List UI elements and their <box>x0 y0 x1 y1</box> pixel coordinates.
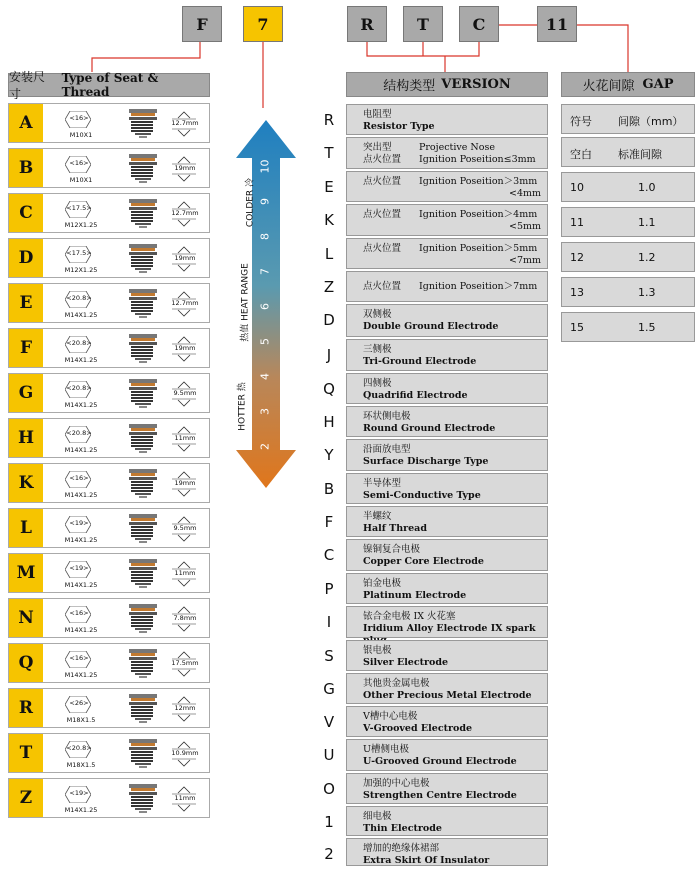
version-detail: Ignition Poseition＞3mm <box>419 176 538 187</box>
seat-row <box>8 463 210 503</box>
version-en: Surface Discharge Type <box>363 456 489 467</box>
thread-size: M14X1.25 <box>64 671 98 679</box>
version-row <box>346 773 548 804</box>
version-cn: 四侧极 <box>363 378 392 389</box>
version-cn2: 点火位置 <box>363 154 402 165</box>
seat-header-cn: 安装尺寸 <box>9 70 46 101</box>
reach-length: 9.5mm <box>173 524 197 532</box>
hex-size: 26 <box>74 699 84 707</box>
version-cn: 点火位置 <box>363 209 402 220</box>
version-row <box>346 739 548 771</box>
hex-size-label: <20.8> <box>66 384 92 392</box>
version-cn: 半螺纹 <box>363 511 392 522</box>
version-detail-2: <4mm <box>509 188 542 199</box>
spark-plug-icon <box>125 379 161 409</box>
version-row <box>346 706 548 737</box>
version-code: J <box>326 346 332 364</box>
thread-size: M14X1.25 <box>64 311 98 319</box>
spark-plug-icon <box>125 334 161 364</box>
seat-header <box>8 70 210 101</box>
version-code: F <box>324 513 334 531</box>
heat-number: 6 <box>258 303 272 310</box>
version-row <box>346 539 548 571</box>
version-detail: Ignition Poseition＞4mm <box>419 209 538 220</box>
version-code: H <box>323 413 335 431</box>
version-code: 2 <box>324 845 334 863</box>
seat-row <box>8 238 210 278</box>
reach-length: 12.7mm <box>171 119 199 127</box>
version-cn: 半导体型 <box>363 478 402 489</box>
reach-length: 12.7mm <box>171 299 199 307</box>
thread-size: M14X1.25 <box>64 356 98 364</box>
version-row <box>346 806 548 836</box>
version-code: V <box>323 713 335 731</box>
version-row <box>346 204 548 236</box>
code-box-7: 7 <box>243 6 283 42</box>
version-cn: 加强的中心电极 <box>363 778 430 789</box>
hex-size-label: <17.5> <box>66 204 92 212</box>
heat-number: 8 <box>258 233 272 240</box>
spark-plug-icon <box>125 514 161 544</box>
hex-size-label: <20.8> <box>66 294 92 302</box>
code-box-f: F <box>182 6 222 42</box>
reach-length: 11mm <box>174 569 196 577</box>
gap-value: 1.5 <box>638 321 656 334</box>
version-row <box>346 506 548 537</box>
version-cn: 铂金电极 <box>363 578 402 589</box>
seat-letter: Z <box>9 779 43 817</box>
version-cn: 增加的绝缘体裙部 <box>363 843 440 854</box>
thread-size: M10X1 <box>69 176 93 184</box>
hex-size: 16 <box>74 114 84 122</box>
seat-row <box>8 778 210 818</box>
reach-length: 19mm <box>174 164 196 172</box>
spark-plug-icon <box>125 289 161 319</box>
heat-hotter-label: HOTTER 热 <box>237 382 248 431</box>
version-code: O <box>323 780 335 798</box>
version-code: Y <box>324 446 334 464</box>
version-detail-2: <5mm <box>509 221 542 232</box>
version-en: Strengthen Centre Electrode <box>363 790 517 801</box>
hex-size: 17.5 <box>71 204 87 212</box>
version-code: Z <box>323 278 335 296</box>
version-cn: 铱合金电极 IX 火花塞 <box>363 611 456 622</box>
seat-row <box>8 508 210 548</box>
hex-size-label: <16> <box>69 114 89 122</box>
gap-code: 10 <box>570 181 584 194</box>
version-cn: 电阻型 <box>363 109 392 120</box>
hex-size-label: <16> <box>69 654 89 662</box>
reach-length: 9.5mm <box>173 389 197 397</box>
hex-size-label: <19> <box>69 789 89 797</box>
version-row <box>346 171 548 202</box>
heat-number: 4 <box>258 373 272 380</box>
gap-row <box>561 137 695 167</box>
seat-row <box>8 193 210 233</box>
version-en: Quadrifid Electrode <box>363 390 468 401</box>
version-header-cn: 结构类型 <box>383 79 436 94</box>
version-code: I <box>326 613 332 631</box>
version-code: K <box>324 211 334 229</box>
thread-size: M12X1.25 <box>64 266 98 274</box>
spark-plug-icon <box>125 154 161 184</box>
thread-size: M14X1.25 <box>64 536 98 544</box>
thread-size: M14X1.25 <box>64 491 98 499</box>
version-row <box>346 137 548 169</box>
code-box-r: R <box>347 6 387 42</box>
heat-range-label: 热值 HEAT RANGE <box>240 263 251 342</box>
thread-size: M10X1 <box>69 131 93 139</box>
reach-length: 11mm <box>174 794 196 802</box>
gap-row <box>561 312 695 342</box>
version-cn: 沿面放电型 <box>363 444 411 455</box>
version-cn: 点火位置 <box>363 243 402 254</box>
seat-letter: D <box>9 239 43 277</box>
seat-row <box>8 373 210 413</box>
version-en: Silver Electrode <box>363 657 449 668</box>
gap-value: 1.2 <box>638 251 656 264</box>
version-en: Half Thread <box>363 523 427 534</box>
seat-letter: E <box>9 284 43 322</box>
spark-plug-icon <box>125 199 161 229</box>
gap-row <box>561 277 695 307</box>
seat-row <box>8 103 210 143</box>
hex-size: 19 <box>74 519 84 527</box>
spark-plug-icon <box>125 649 161 679</box>
seat-letter: K <box>9 464 43 502</box>
gap-code: 13 <box>570 286 584 299</box>
seat-header-en: Type of Seat & Thread <box>61 71 159 99</box>
hex-size: 20.8 <box>71 384 87 392</box>
version-code: U <box>323 746 335 764</box>
version-code: B <box>323 480 335 498</box>
hex-size: 19 <box>74 564 84 572</box>
spark-plug-icon <box>125 559 161 589</box>
version-code: G <box>323 680 335 698</box>
seat-letter: L <box>9 509 43 547</box>
spark-plug-icon <box>125 604 161 634</box>
thread-size: M18X1.5 <box>66 716 96 724</box>
seat-letter: R <box>9 689 43 727</box>
thread-size: M14X1.25 <box>64 401 98 409</box>
version-cn: 突出型 <box>363 142 392 153</box>
gap-head-gap: 间隙（mm） <box>618 115 684 128</box>
spark-plug-icon <box>125 244 161 274</box>
version-row <box>346 238 548 269</box>
reach-length: 12mm <box>174 704 196 712</box>
thread-size: M14X1.25 <box>64 626 98 634</box>
seat-letter: A <box>9 104 43 142</box>
version-row <box>346 304 548 337</box>
seat-row <box>8 283 210 323</box>
seat-row <box>8 688 210 728</box>
version-en: Iridium Alloy Electrode IX spark <box>363 623 536 634</box>
version-header-en: VERSION <box>441 77 511 92</box>
thread-size: M14X1.25 <box>64 581 98 589</box>
gap-head-row <box>561 104 695 134</box>
hex-size-label: <16> <box>69 159 89 167</box>
spark-plug-icon <box>125 424 161 454</box>
version-cn: 镍铜复合电极 <box>363 544 421 555</box>
version-detail-2: Ignition Poseition≤3mm <box>419 154 536 165</box>
hex-size: 16 <box>74 474 84 482</box>
reach-length: 19mm <box>174 344 196 352</box>
reach-length: 19mm <box>174 254 196 262</box>
version-code: C <box>323 546 335 564</box>
seat-row <box>8 418 210 458</box>
seat-letter: T <box>9 734 43 772</box>
version-header <box>346 72 548 97</box>
reach-length: 17.5mm <box>171 659 199 667</box>
reach-length: 19mm <box>174 479 196 487</box>
gap-value: 1.3 <box>638 286 656 299</box>
version-detail-2: <7mm <box>509 255 542 266</box>
version-row <box>346 673 548 704</box>
reach-length: 10.9mm <box>171 749 199 757</box>
hex-size-label: <20.8> <box>66 429 92 437</box>
heat-number: 3 <box>258 408 272 415</box>
heat-number: 2 <box>258 443 272 450</box>
version-cn: 点火位置 <box>363 176 402 187</box>
version-en: Double Ground Electrode <box>363 321 499 332</box>
heat-number: 7 <box>258 268 272 275</box>
version-cn: 双侧极 <box>363 309 392 320</box>
hex-size: 20.8 <box>71 339 87 347</box>
seat-row <box>8 643 210 683</box>
seat-row <box>8 598 210 638</box>
version-cn: V槽中心电极 <box>363 711 418 722</box>
heat-colder-label: COLDER 冷 <box>245 177 256 228</box>
hex-size: 16 <box>74 654 84 662</box>
version-row <box>346 473 548 504</box>
hex-size: 16 <box>74 159 84 167</box>
seat-letter: M <box>9 554 43 592</box>
seat-row <box>8 328 210 368</box>
hex-size-label: <19> <box>69 519 89 527</box>
version-code: L <box>324 245 334 263</box>
version-en: Round Ground Electrode <box>363 423 496 434</box>
seat-letter: G <box>9 374 43 412</box>
gap-value: 标准间隙 <box>618 148 662 161</box>
version-en: Extra Skirt Of Insulator <box>363 855 490 866</box>
version-en: Semi-Conductive Type <box>363 490 481 501</box>
version-cn: 点火位置 <box>363 281 402 292</box>
version-detail: Projective Nose <box>419 142 495 153</box>
gap-value: 1.1 <box>638 216 656 229</box>
reach-length: 12.7mm <box>171 209 199 217</box>
gap-code: 15 <box>570 321 584 334</box>
version-en: Platinum Electrode <box>363 590 467 601</box>
version-cn: U槽侧电极 <box>363 744 410 755</box>
hex-size: 20.8 <box>71 429 87 437</box>
spark-plug-icon <box>125 739 161 769</box>
seat-row <box>8 553 210 593</box>
gap-row <box>561 242 695 272</box>
version-row <box>346 838 548 866</box>
version-en: Resistor Type <box>363 121 435 132</box>
thread-size: M12X1.25 <box>64 221 98 229</box>
gap-code: 11 <box>570 216 584 229</box>
gap-code: 12 <box>570 251 584 264</box>
gap-head-code: 符号 <box>570 115 592 128</box>
version-cn: 银电极 <box>363 645 392 656</box>
version-en: Copper Core Electrode <box>363 556 484 567</box>
seat-letter: F <box>9 329 43 367</box>
thread-size: M18X1.5 <box>66 761 96 769</box>
hex-size-label: <16> <box>69 609 89 617</box>
seat-letter: Q <box>9 644 43 682</box>
version-row <box>346 104 548 135</box>
version-row <box>346 339 548 371</box>
spark-plug-icon <box>125 694 161 724</box>
version-cn: 细电极 <box>363 811 392 822</box>
version-en: V-Grooved Electrode <box>363 723 473 734</box>
code-box-t: T <box>403 6 443 42</box>
seat-row <box>8 733 210 773</box>
version-detail: Ignition Poseition＞7mm <box>419 281 538 292</box>
version-en: Other Precious Metal Electrode <box>363 690 532 701</box>
hex-size-label: <19> <box>69 564 89 572</box>
spark-plug-icon <box>125 109 161 139</box>
thread-size: M14X1.25 <box>64 806 98 814</box>
version-row <box>346 606 548 638</box>
hex-size-label: <20.8> <box>66 339 92 347</box>
hex-size: 20.8 <box>71 744 87 752</box>
gap-header-cn: 火花间隙 <box>582 79 635 94</box>
hex-size: 17.5 <box>71 249 87 257</box>
version-en: Thin Electrode <box>363 823 442 834</box>
gap-header <box>561 72 695 97</box>
version-code: Q <box>323 380 335 398</box>
version-cn: 环状侧电极 <box>363 411 411 422</box>
hex-size: 20.8 <box>71 294 87 302</box>
version-code: R <box>323 111 335 129</box>
version-code: 1 <box>324 813 334 831</box>
spark-plug-icon <box>125 469 161 499</box>
seat-letter: B <box>9 149 43 187</box>
version-row <box>346 439 548 471</box>
version-row <box>346 406 548 437</box>
heat-number: 10 <box>258 159 272 174</box>
reach-length: 7.8mm <box>173 614 197 622</box>
hex-size-label: <17.5> <box>66 249 92 257</box>
gap-row <box>561 172 695 202</box>
spark-plug-icon <box>125 784 161 814</box>
reach-length: 11mm <box>174 434 196 442</box>
version-cn: 三侧极 <box>363 344 392 355</box>
seat-letter: N <box>9 599 43 637</box>
seat-row <box>8 148 210 188</box>
gap-value: 1.0 <box>638 181 656 194</box>
seat-letter: C <box>9 194 43 232</box>
hex-size-label: <16> <box>69 474 89 482</box>
code-box-c: C <box>459 6 499 42</box>
version-row <box>346 373 548 404</box>
version-en: Tri-Ground Electrode <box>363 356 477 367</box>
version-code: P <box>324 580 334 598</box>
version-en: U-Grooved Ground Electrode <box>363 756 517 767</box>
gap-row <box>561 207 695 237</box>
hex-size-label: <26> <box>69 699 89 707</box>
heat-number: 9 <box>258 198 272 205</box>
heat-number: 5 <box>258 338 272 345</box>
hex-size: 16 <box>74 609 84 617</box>
hex-size: 19 <box>74 789 84 797</box>
thread-size: M14X1.25 <box>64 446 98 454</box>
version-row <box>346 271 548 302</box>
version-code: T <box>324 144 334 162</box>
seat-letter: H <box>9 419 43 457</box>
version-row <box>346 640 548 671</box>
gap-header-en: GAP <box>642 77 674 92</box>
code-box-11: 11 <box>537 6 577 42</box>
version-cn: 其他贵金属电极 <box>363 678 430 689</box>
version-row <box>346 573 548 604</box>
hex-size-label: <20.8> <box>66 744 92 752</box>
gap-code: 空白 <box>570 148 592 161</box>
version-code: E <box>324 178 334 196</box>
version-code: S <box>324 647 334 665</box>
version-detail: Ignition Poseition＞5mm <box>419 243 538 254</box>
version-code: D <box>323 311 335 329</box>
